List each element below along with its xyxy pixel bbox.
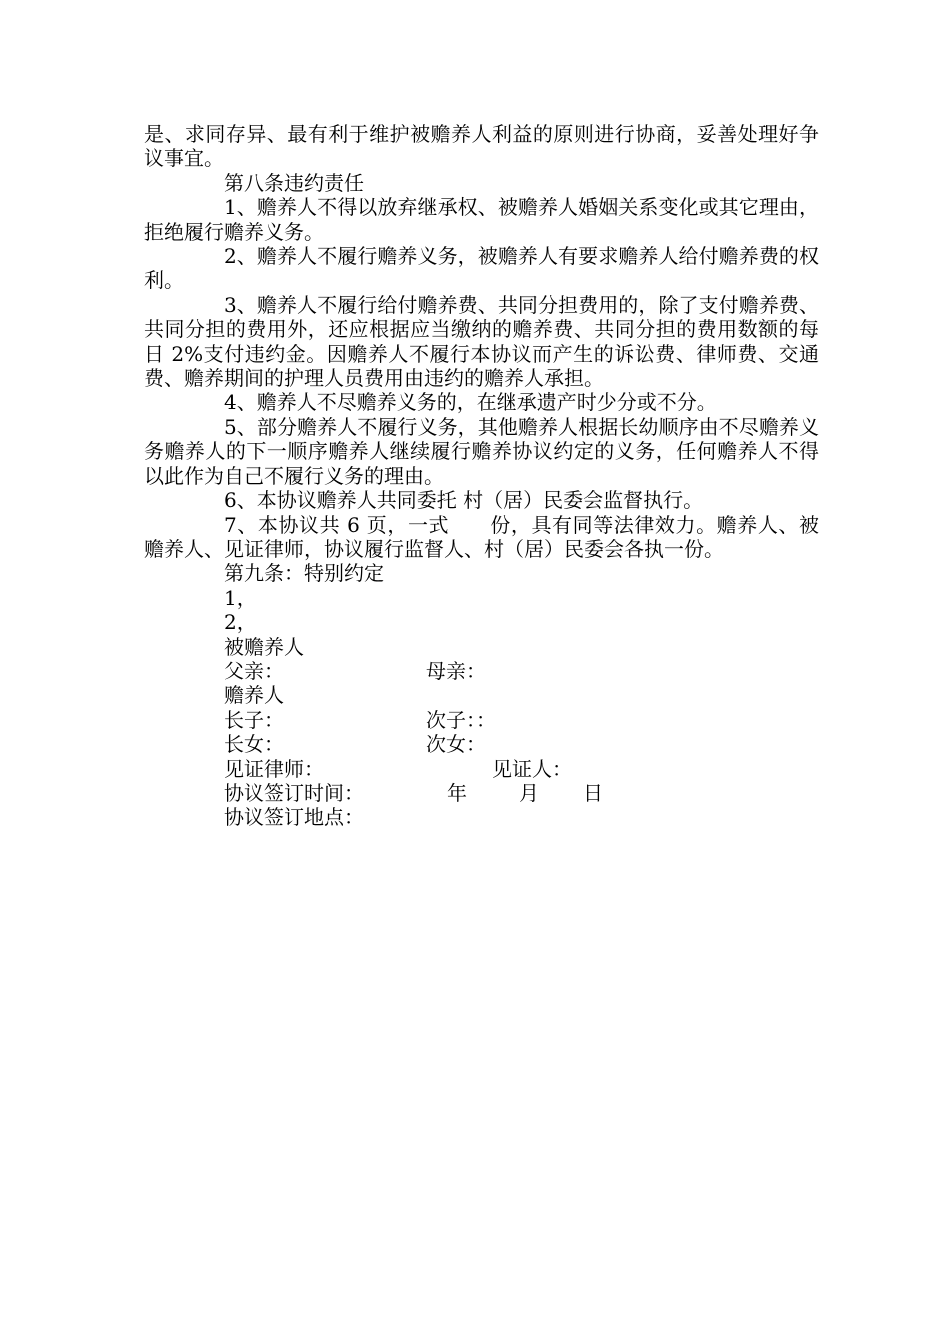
clause-8-6: 6、本协议赡养人共同委托 村（居）民委会监督执行。	[224, 488, 704, 513]
lawyer-label: 见证律师：	[224, 756, 324, 781]
witness-label: 见证人：	[492, 756, 572, 781]
eldest-son-label: 长子：	[224, 707, 284, 732]
clause-8-2: 2、赡养人不履行赡养义务，被赡养人有要求赡养人给付赡养费的权利。	[144, 244, 819, 293]
clause-8-4: 4、赡养人不尽赡养义务的，在继承遗产时少分或不分。	[224, 390, 717, 415]
beneficiary-heading: 被赡养人	[224, 634, 304, 659]
article-9-heading: 第九条：特别约定	[224, 561, 384, 586]
month-label: 月	[519, 780, 539, 805]
parents-row	[144, 659, 819, 683]
second-daughter-label: 次女：	[426, 732, 486, 757]
special-item-2: 2，	[224, 610, 257, 635]
mother-label: 母亲：	[426, 658, 486, 683]
witness-row	[144, 757, 819, 781]
paragraph-continuation: 是、求同存异、最有利于维护被赡养人利益的原则进行协商，妥善处理好争议事宜。	[144, 122, 819, 171]
sons-row	[144, 708, 819, 732]
year-label: 年	[447, 780, 467, 805]
father-label: 父亲：	[224, 658, 284, 683]
daughters-row	[144, 732, 819, 756]
clause-8-7: 7、本协议共 6 页，一式 份，具有同等法律效力。赡养人、被赡养人、见证律师，协议履行监督人、村（居）民委会各执一份。	[144, 512, 819, 561]
document-body	[144, 122, 819, 830]
sign-time-label: 协议签订时间：	[224, 780, 364, 805]
day-label: 日	[583, 780, 603, 805]
eldest-daughter-label: 长女：	[224, 732, 284, 757]
clause-8-3: 3、赡养人不履行给付赡养费、共同分担费用的，除了支付赡养费、共同分担的费用外，还应根据应当缴纳的赡养费、共同分担的费用数额的每日 2%支付违约金。因赡养人不履行本协议而产生的诉讼费、律师费、交通费、赡养期间的护理人员费用由违约的赡养人承担。	[144, 292, 819, 391]
sign-time-row	[144, 781, 819, 805]
supporter-heading: 赡养人	[224, 683, 284, 708]
second-son-label: 次子：：	[426, 707, 496, 732]
special-item-1: 1，	[224, 585, 257, 610]
sign-place-row: 协议签订地点：	[224, 805, 364, 830]
clause-8-5: 5、部分赡养人不履行义务，其他赡养人根据长幼顺序由不尽赡养义务赡养人的下一顺序赡养人继续履行赡养协议约定的义务，任何赡养人不得以此作为自己不履行义务的理由。	[144, 414, 819, 488]
article-8-heading: 第八条违约责任	[224, 170, 364, 195]
clause-8-1: 1、赡养人不得以放弃继承权、被赡养人婚姻关系变化或其它理由，拒绝履行赡养义务。	[144, 195, 819, 244]
